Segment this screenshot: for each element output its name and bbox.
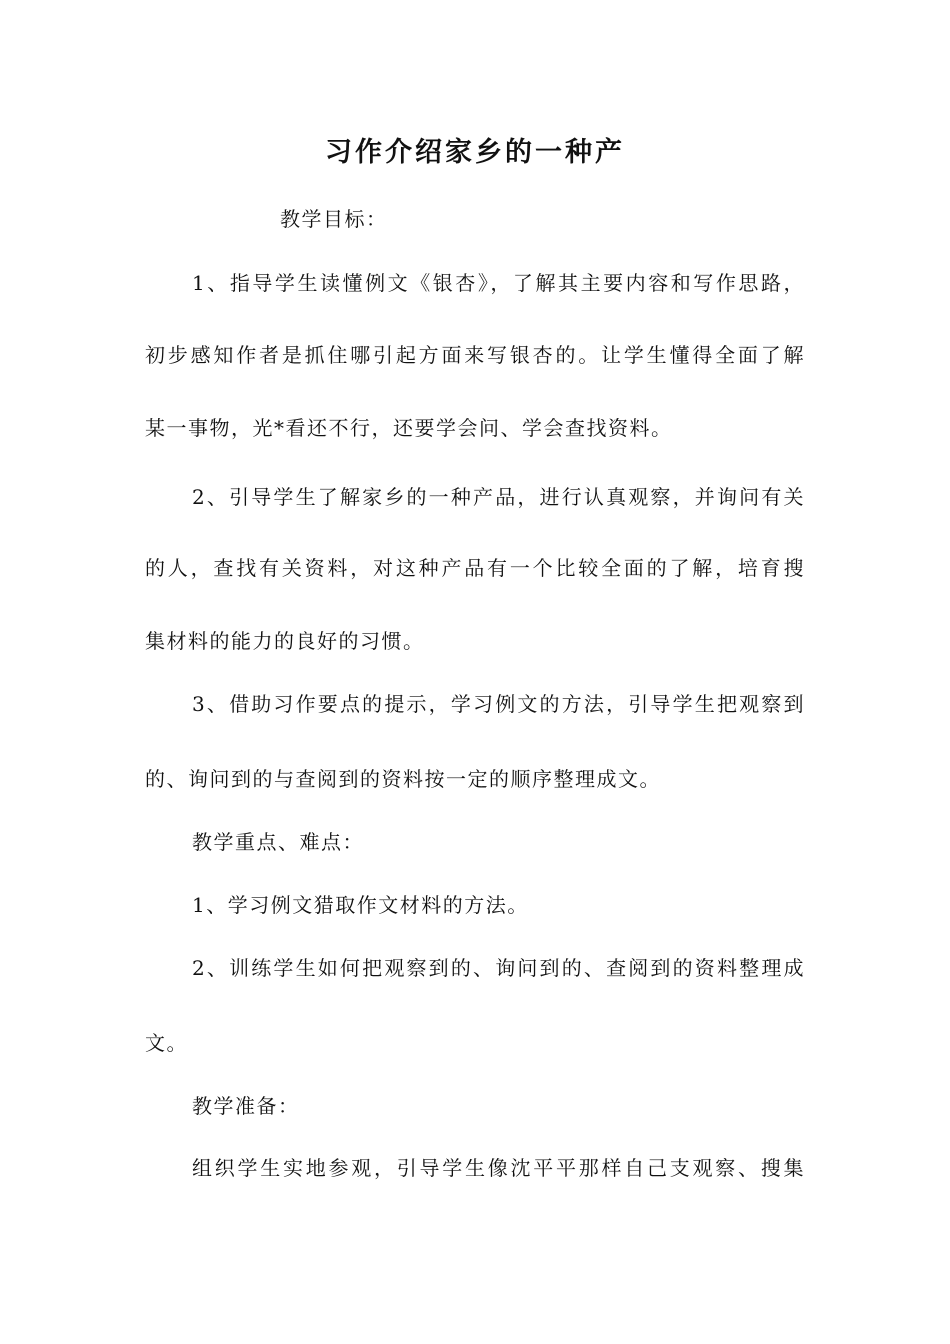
document-title: 习作介绍家乡的一种产	[325, 137, 625, 168]
paragraph-line: 初步感知作者是抓住哪引起方面来写银杏的。让学生懂得全面了解	[145, 343, 805, 367]
paragraph-line: 2、引导学生了解家乡的一种产品，进行认真观察，并询问有关	[192, 485, 805, 509]
paragraph-line: 1、学习例文猎取作文材料的方法。	[192, 893, 529, 917]
paragraph-line: 的、询问到的与查阅到的资料按一定的顺序整理成文。	[145, 767, 661, 791]
paragraph-line: 的人，查找有关资料，对这种产品有一个比较全面的了解，培育搜	[145, 556, 805, 580]
paragraph-line: 组织学生实地参观，引导学生像沈平平那样自己支观察、搜集	[192, 1156, 805, 1180]
paragraph-line: 集材料的能力的良好的习惯。	[145, 629, 425, 653]
paragraph-line: 1、指导学生读懂例文《银杏》，了解其主要内容和写作思路，	[192, 271, 805, 295]
paragraph-line: 2、训练学生如何把观察到的、询问到的、查阅到的资料整理成	[192, 956, 805, 980]
section-heading-key-points: 教学重点、难点：	[192, 830, 364, 854]
paragraph-line: 3、借助习作要点的提示，学习例文的方法，引导学生把观察到	[192, 692, 805, 716]
paragraph-line: 某一事物，光*看还不行，还要学会问、学会查找资料。	[145, 416, 673, 440]
section-heading-objectives: 教学目标：	[280, 207, 388, 231]
section-heading-preparation: 教学准备：	[192, 1094, 300, 1118]
paragraph-line: 文。	[145, 1031, 188, 1055]
